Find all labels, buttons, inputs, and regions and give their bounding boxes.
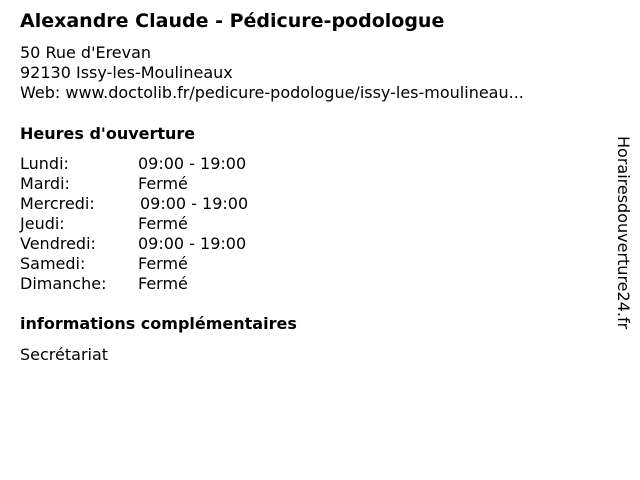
hours-row-saturday [20, 254, 320, 274]
hours-row-tuesday [20, 174, 320, 194]
hours-time-value: Fermé [138, 174, 188, 193]
address-city: 92130 Issy-les-Moulineaux [20, 63, 233, 82]
hours-day-label: Jeudi: [20, 214, 65, 233]
hours-day-label: Samedi: [20, 254, 86, 273]
opening-hours-table [20, 154, 320, 294]
hours-day-label: Vendredi: [20, 234, 96, 253]
address-block [20, 43, 524, 103]
hours-time-value: Fermé [138, 254, 188, 273]
hours-time-value: 09:00 - 19:00 [140, 194, 249, 213]
address-web: Web: www.doctolib.fr/pedicure-podologue/issy-les-moulineau... [20, 83, 524, 102]
hours-time-value: 09:00 - 19:00 [138, 154, 247, 173]
page-title: Alexandre Claude - Pédicure-podologue [20, 10, 445, 32]
hours-day-label: Mercredi: [20, 194, 95, 213]
hours-row-thursday [20, 214, 320, 234]
hours-time-value: Fermé [138, 214, 188, 233]
additional-info-heading: informations complémentaires [20, 314, 297, 333]
hours-row-monday [20, 154, 320, 174]
opening-hours-heading: Heures d'ouverture [20, 124, 196, 143]
hours-row-wednesday [20, 194, 320, 214]
hours-time-value: Fermé [138, 274, 188, 293]
hours-row-sunday [20, 274, 320, 294]
address-street: 50 Rue d'Erevan [20, 43, 152, 62]
hours-day-label: Dimanche: [20, 274, 107, 293]
hours-day-label: Lundi: [20, 154, 69, 173]
hours-day-label: Mardi: [20, 174, 70, 193]
site-watermark: Horairesdouverture24.fr [614, 136, 633, 330]
additional-info-text: Secrétariat [20, 345, 109, 364]
hours-row-friday [20, 234, 320, 254]
hours-time-value: 09:00 - 19:00 [138, 234, 247, 253]
